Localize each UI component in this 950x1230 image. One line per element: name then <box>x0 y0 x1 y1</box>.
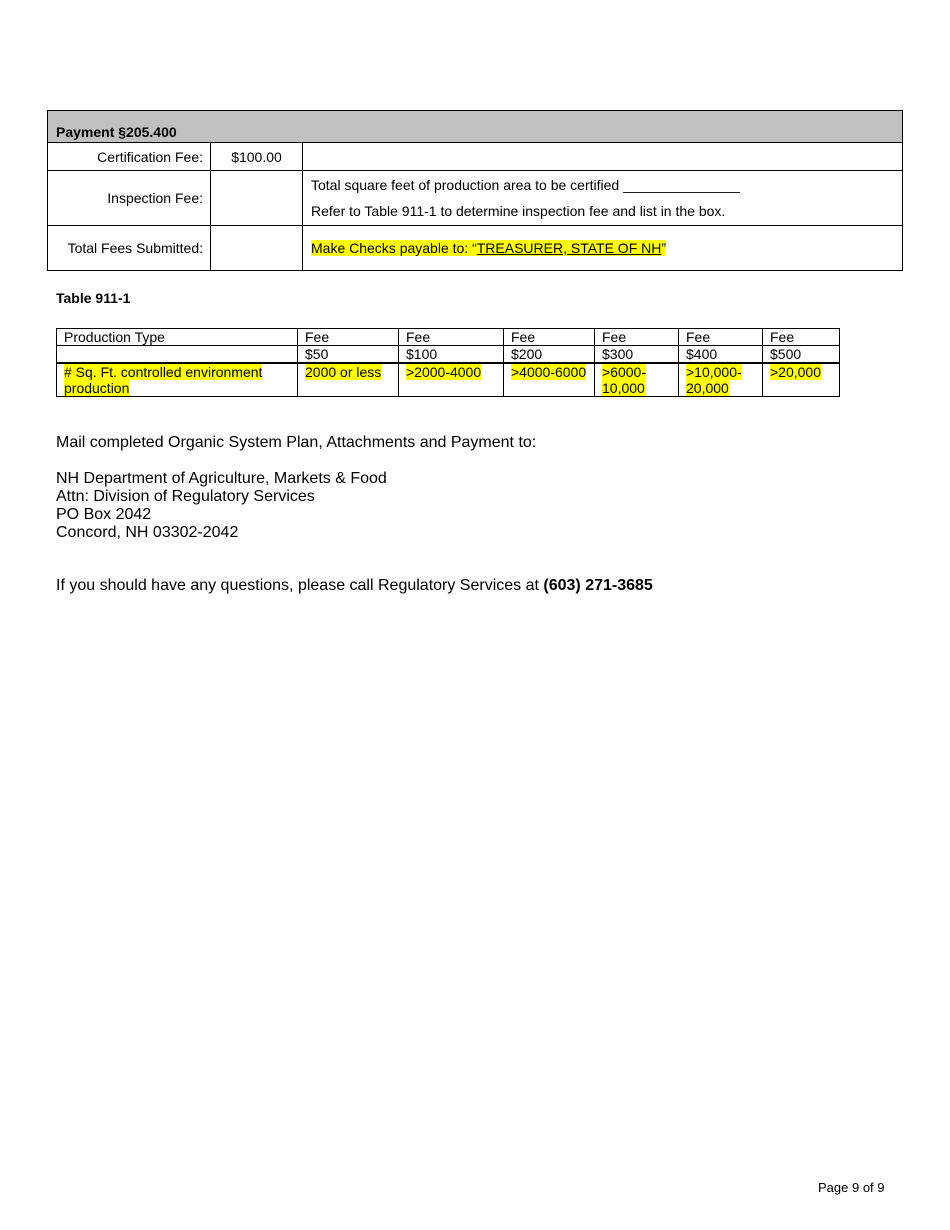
range-text: 2000 or less <box>305 364 382 380</box>
header-cell: Fee <box>298 329 399 346</box>
certification-fee-value: $100.00 <box>211 143 303 171</box>
address-line: Attn: Division of Regulatory Services <box>56 488 315 505</box>
range-cell <box>504 363 595 397</box>
total-fees-row <box>48 226 903 271</box>
range-cell <box>595 363 679 397</box>
inspection-fee-notes <box>303 171 903 226</box>
inspection-fee-row <box>48 171 903 226</box>
price-cell: $100 <box>399 346 504 364</box>
header-cell: Fee <box>504 329 595 346</box>
address-line: NH Department of Agriculture, Markets & Food <box>56 470 387 487</box>
certification-fee-notes <box>303 143 903 171</box>
checks-payable-note <box>303 226 903 271</box>
phone-number: (603) 271-3685 <box>543 577 653 594</box>
certification-fee-label: Certification Fee: <box>48 143 211 171</box>
address-line: Concord, NH 03302-2042 <box>56 524 239 541</box>
header-cell: Fee <box>399 329 504 346</box>
total-fees-label: Total Fees Submitted: <box>48 226 211 271</box>
checks-suffix: ” <box>661 240 667 256</box>
production-type-cell <box>57 363 298 397</box>
range-text: >20,000 <box>770 364 821 380</box>
range-text: >6000-10,000 <box>602 364 646 396</box>
square-feet-line: Total square feet of production area to be certified _______________ <box>311 177 740 193</box>
header-cell: Production Type <box>57 329 298 346</box>
range-cell <box>679 363 763 397</box>
inspection-fee-input[interactable] <box>211 171 303 226</box>
range-text: >10,000-20,000 <box>686 364 742 396</box>
total-fees-input[interactable] <box>211 226 303 271</box>
inspection-fee-label: Inspection Fee: <box>48 171 211 226</box>
production-type-text: # Sq. Ft. controlled environment production <box>64 364 263 396</box>
fee-table-range-row <box>57 363 840 397</box>
header-cell: Fee <box>763 329 840 346</box>
range-cell <box>399 363 504 397</box>
fee-table-911-1 <box>56 328 840 397</box>
header-cell: Fee <box>679 329 763 346</box>
price-cell: $300 <box>595 346 679 364</box>
questions-line <box>56 577 653 595</box>
checks-prefix: Make Checks payable to: “ <box>311 240 477 256</box>
header-cell: Fee <box>595 329 679 346</box>
fee-table-header-row <box>57 329 840 346</box>
payee-name: TREASURER, STATE OF NH <box>476 240 662 256</box>
address-line: PO Box 2042 <box>56 506 152 523</box>
range-cell <box>298 363 399 397</box>
payment-table <box>47 110 903 271</box>
price-cell: $500 <box>763 346 840 364</box>
refer-table-line: Refer to Table 911-1 to determine inspection fee and list in the box. <box>311 203 726 219</box>
certification-fee-row <box>48 143 903 171</box>
fee-table-price-row <box>57 346 840 364</box>
range-text: >2000-4000 <box>406 364 482 380</box>
range-text: >4000-6000 <box>511 364 587 380</box>
payment-header: Payment §205.400 <box>48 111 903 143</box>
table-911-title: Table 911-1 <box>56 290 131 306</box>
price-cell: $50 <box>298 346 399 364</box>
mailing-address <box>56 470 387 542</box>
price-cell: $200 <box>504 346 595 364</box>
price-cell: $400 <box>679 346 763 364</box>
questions-text: If you should have any questions, please call Regulatory Services at <box>56 577 544 594</box>
price-cell <box>57 346 298 364</box>
range-cell <box>763 363 840 397</box>
mail-instruction: Mail completed Organic System Plan, Attachments and Payment to: <box>56 434 537 451</box>
page-number: Page 9 of 9 <box>818 1180 885 1195</box>
